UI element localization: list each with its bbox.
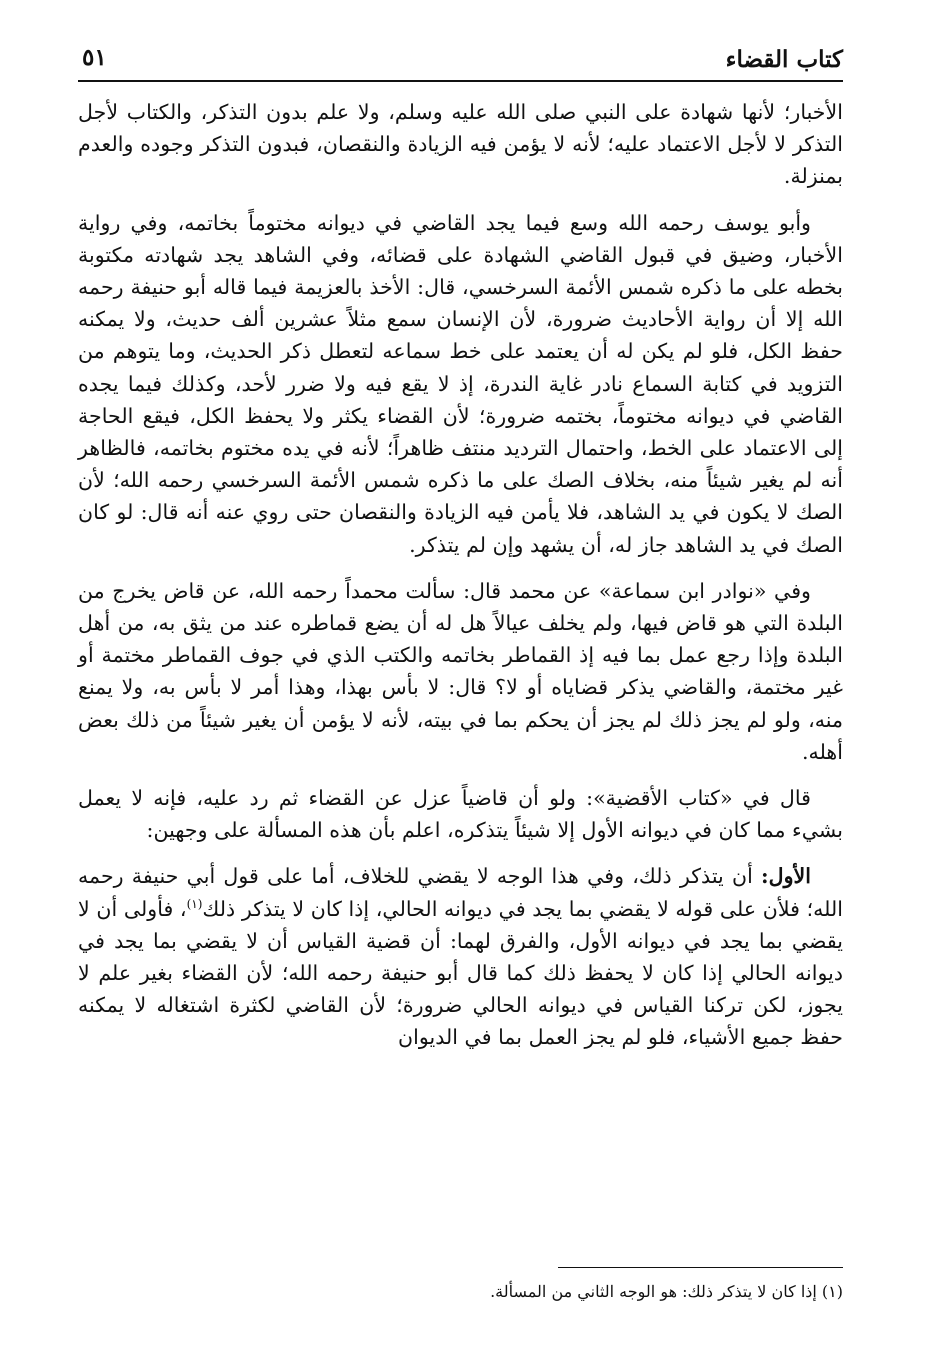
paragraph-2: وأبو يوسف رحمه الله وسع فيما يجد القاضي في ديوانه مختوماً بخاتمه، وفي رواية الأخبار، وضيق في قبول القاضي الشهادة على قضائه، وفي الشاهد يجد شهادته مكتوبة بخطه على ما ذكره شمس الأئمة السرخسي، قال: الأخذ بالعزيمة فيما قاله أبو حنيفة رحمه الله إلا أن رواية الأحاديث ضرورة، لأن الإنسان سمع مثلاً عشرين ألف حديث، ولا يمكنه حفظ الكل، فلو لم يكن له أن يعتمد على خط سماعه لتعطل ذكر الحديث، وما يتوهم من التزويد في كتابة السماع نادر غاية الندرة، إذ لا يقع فيه ولا ضرر لأحد، وكذلك فيما يجده القاضي في ديوانه مختوماً، بختمه ضرورة؛ لأن القضاء يكثر ولا يحفظ الكل، فيقع الحاجة إلى الاعتماد على الخط، واحتمال الترديد منتف ظاهراً؛ لأنه في يده مختوم بخاتمه، فالظاهر أنه لم يغير شيئاً منه، بخلاف الصك على ما ذكره شمس الأئمة السرخسي رحمه الله؛ لأن الصك لا يكون في يد الشاهد، فلا يأمن فيه الزيادة والنقصان حتى روي عنه أنه قال: لو كان الصك في يد الشاهد جاز له، أن يشهد وإن لم يتذكر.	[78, 210, 843, 557]
paragraph-4: قال في «كتاب الأقضية»: ولو أن قاضياً عزل عن القضاء ثم رد عليه، فإنه لا يعمل بشيء مما كان في ديوانه الأول إلا شيئاً يتذكره، اعلم بأن هذه المسألة على وجهين:	[78, 786, 843, 843]
page-number: ٥١	[82, 44, 107, 71]
paragraph-lead: الأول:	[761, 864, 811, 889]
paragraph-1: الأخبار؛ لأنها شهادة على النبي صلى الله عليه وسلم، ولا علم بدون التذكر، والكتاب لأجل التذكر لا لأجل الاعتماد عليه؛ لأنه لا يؤمن فيه الزيادة والنقصان، فبدون التذكر وجوده والعدم بمنزلة.	[78, 100, 843, 189]
footnote-divider	[558, 1267, 843, 1268]
paragraph-3: وفي «نوادر ابن سماعة» عن محمد قال: سألت محمداً رحمه الله، عن قاض يخرج من البلدة التي هو قاض فيها، ولم يخلف عيالاً هل له أن يضع قماطره عند من يثق به، من أهل البلدة وإذا رجع عمل بما فيه إذ القماطر بخاتمه والكتب الذي في جوف القماطر مختمة أو غير مختمة، والقاضي يذكر قضاياه أو لا؟ قال: لا بأس بهذا، وهذا أمر لا بأس به، ولا يمنع منه، ولو لم يجز ذلك لم يجز أن يحكم بما في بيته، لأنه لا يؤمن أن يغير شيئاً من ذلك بعض أهله.	[78, 578, 844, 764]
paragraph-5	[78, 860, 843, 1053]
page-body	[78, 96, 843, 1054]
footnote-marker: (١)	[186, 896, 203, 911]
chapter-title: كتاب القضاء	[725, 46, 843, 73]
paragraph-5-text-b: ، فأولى أن لا يقضي بما يجد في ديوانه الأول، والفرق لهما: أن قضية القياس أن لا يقضي بما يجد في ديوانه الحالي إذا كان لا يحفظ ذلك كما قال أبو حنيفة رحمه الله؛ لأن القضاء بغير علم لا يجوز، لكن تركنا القياس في ديوانه الحالي ضرورة؛ لأن القاضي لكثرة اشتغاله لا يمكنه حفظ جميع الأشياء، فلو لم يجز العمل بما في الديوان	[78, 896, 843, 1050]
footnote: (١) إذا كان لا يتذكر ذلك: هو الوجه الثاني من المسألة.	[490, 1282, 843, 1301]
book-page	[78, 40, 843, 1340]
paragraph-5-text-a: أن يتذكر ذلك، وفي هذا الوجه لا يقضي للخلاف، أما على قول أبي حنيفة رحمه الله؛ فلأن على قوله لا يقضي بما يجد في ديوانه الحالي، إذا كان لا يتذكر ذلك	[78, 864, 843, 921]
page-header	[78, 40, 843, 82]
